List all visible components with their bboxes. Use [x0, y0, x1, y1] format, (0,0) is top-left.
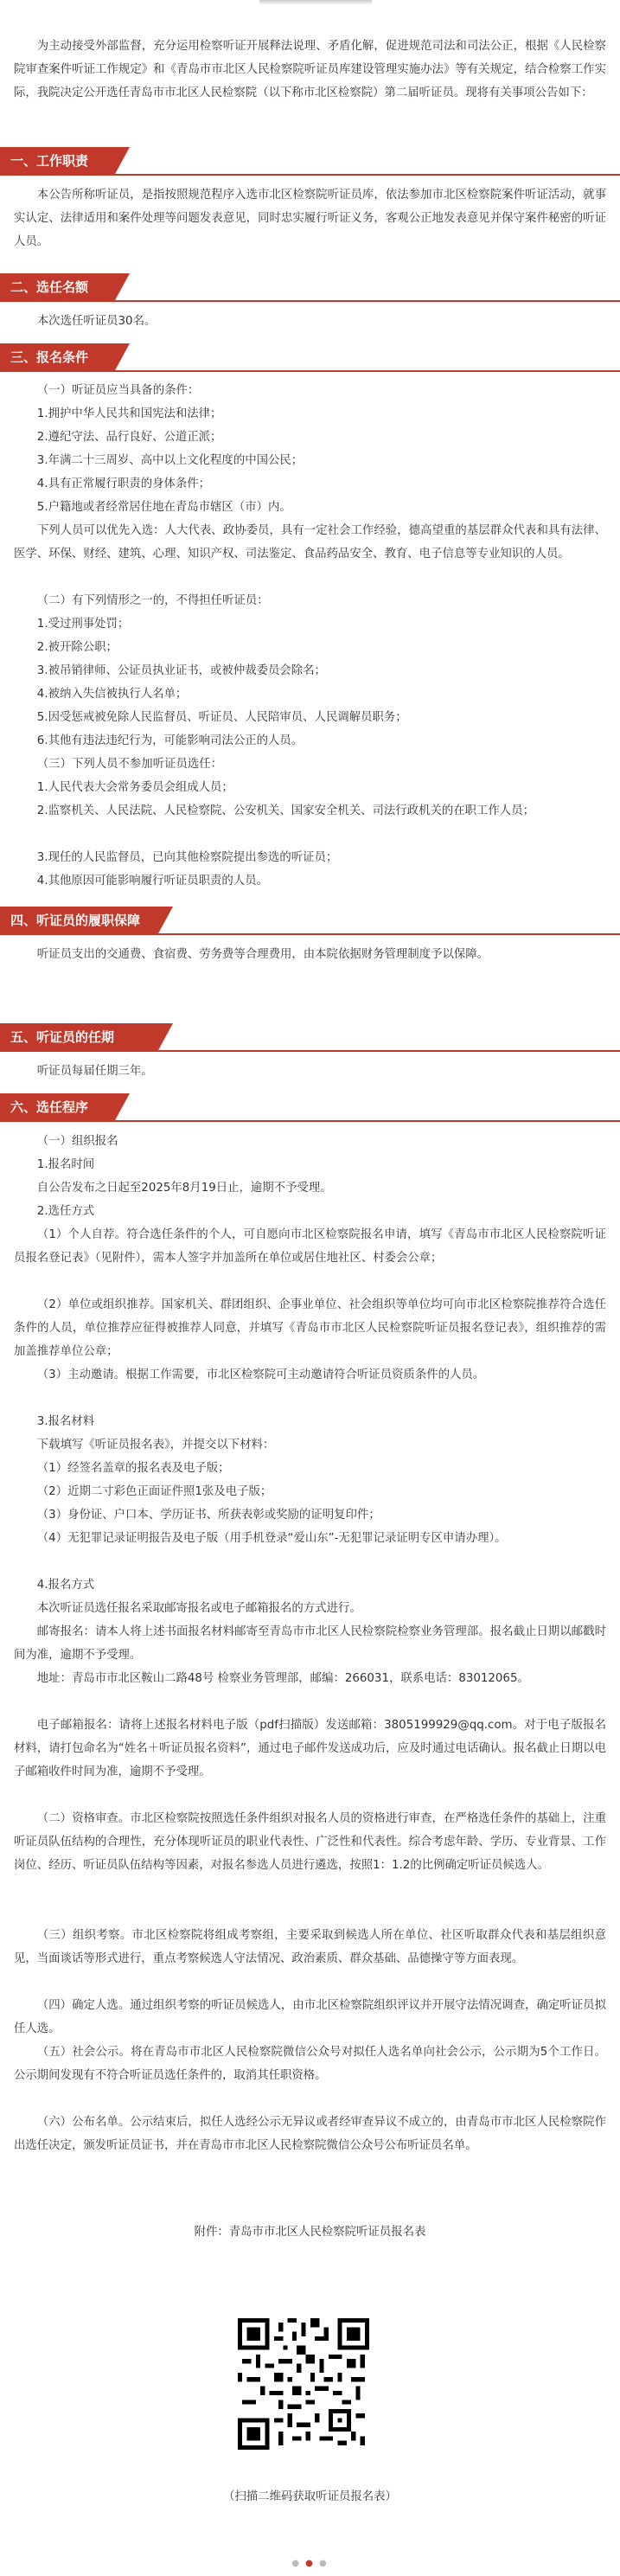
- inspection-paragraph: （三）组织考察。市北区检察院将组成考察组，主要采取到候选人所在单位、社区听取群众代表和基层组织意见，当面谈话等形式进行，重点考察候选人守法情况、政治素质、群众基础、品德操守等方面表现。: [14, 1929, 606, 1965]
- section-title: 四、听证员的履职保障: [10, 913, 141, 928]
- condition-item: 2.遵纪守法、品行良好、公道正派；: [36, 431, 222, 444]
- disqualification-subheading: （二）有下列情形之一的，不得担任听证员：: [36, 594, 269, 607]
- section-title: 三、报名条件: [10, 349, 89, 365]
- exclusion-item: 4.其他原因可能影响履行听证员职责的人员。: [36, 875, 268, 888]
- review-paragraph: （二）资格审查。市北区检察院按照选任条件组织对报名人员的资格进行审查，在严格选任条件的基础上，注重听证员队伍结构的合理性，充分体现听证员的职业代表性、广泛性和代表性。综合考虑年龄、学历、专业背景、工作岗位、经历、听证员队伍结构等因素，对报名参选人员进行遴选，按照1：1.2的比例确定听证员候选人。: [14, 1812, 606, 1872]
- procedure-item: 自公告发布之日起至2025年8月19日止，逾期不予受理。: [36, 1182, 332, 1195]
- conditions-subheading: （一）听证员应当具备的条件：: [36, 384, 200, 397]
- section-title: 五、听证员的任期: [10, 1029, 115, 1045]
- self-recommend-paragraph: （1）个人自荐。符合选任条件的个人，可自愿向市北区检察院报名申请，填写《青岛市市北区人民检察院听证员报名登记表》（见附件），需本人签字并加盖所在单位或居住地社区、村委会公章；: [14, 1228, 606, 1265]
- material-item: （2）近期二寸彩色正面证件照1张及电子版；: [36, 1485, 272, 1498]
- qr-caption: （扫描二维码获取听证员报名表）: [223, 2490, 397, 2504]
- intro-paragraph: 为主动接受外部监督，充分运用检察听证开展释法说理、矛盾化解，促进规范司法和司法公正，根据《人民检察院审查案件听证工作规定》和《青岛市市北区人民检察院听证员库建设管理实施办法》等有关规定，结合检察工作实际，我院决定公开选任青岛市市北区人民检察院（以下称市北区检察院）第二届听证员。现将有关事项公告如下：: [14, 40, 606, 99]
- condition-item: 3.年满二十三周岁、高中以上文化程度的中国公民；: [36, 454, 304, 467]
- procedure-subheading: （一）组织报名: [36, 1135, 118, 1148]
- decision-paragraph: （四）确定人选。通过组织考察的听证员候选人，由市北区检察院组织评议并开展守法情况调查，确定听证员拟任人选。: [14, 1999, 606, 2035]
- publicity-paragraph: （五）社会公示。将在青岛市市北区人民检察院微信公众号对拟任人选名单向社会公示，公示期为5个工作日。公示期间发现有不符合听证员选任条件的，取消其任职资格。: [14, 2046, 606, 2082]
- material-item: （3）身份证、户口本、学历证书、所获表彰或奖励的证明复印件；: [36, 1509, 380, 1522]
- disqualification-item: 5.因受惩戒被免除人民监督员、听证员、人民陪审员、人民调解员职务；: [36, 711, 407, 724]
- procedure-item: 下载填写《听证员报名表》，并提交以下材料：: [36, 1439, 275, 1451]
- section-header-duties: [0, 147, 620, 176]
- priority-paragraph: 下列人员可以优先入选：人大代表、政协委员，具有一定社会工作经验，德高望重的基层群众代表和具有法律、医学、环保、财经、建筑、心理、知识产权、司法鉴定、食品药品安全、教育、电子信息等专业知识的人员。: [14, 524, 606, 561]
- page-indicator: [0, 2559, 620, 2569]
- exclusion-item: 1.人民代表大会常务委员会组成人员；: [36, 781, 233, 794]
- procedure-item: 2.选任方式: [36, 1205, 95, 1218]
- exclusion-subheading: （三）下列人员不参加听证员选任：: [36, 758, 223, 771]
- top-image-edge: [259, 0, 372, 5]
- invite-paragraph: （3）主动邀请。根据工作需要，市北区检察院可主动邀请符合听证员资质条件的人员。: [36, 1368, 485, 1381]
- quota-paragraph: 本次选任听证员30名。: [36, 315, 157, 328]
- section-title: 一、工作职责: [10, 153, 89, 169]
- condition-item: 5.户籍地或者经常居住地在青岛市辖区（市）内。: [36, 501, 291, 514]
- disqualification-item: 3.被吊销律师、公证员执业证书，或被仲裁委员会除名；: [36, 664, 326, 677]
- mail-paragraph: 邮寄报名：请本人将上述书面报名材料邮寄至青岛市市北区人民检察院检察业务管理部。报名截止日期以邮戳时间为准，逾期不予受理。: [14, 1625, 606, 1662]
- section-header-conditions: [0, 343, 620, 372]
- disqualification-item: 2.被开除公职；: [36, 641, 118, 654]
- material-item: （4）无犯罪记录证明报告及电子版（用手机登录“爱山东”-无犯罪记录证明专区申请办理）。: [36, 1532, 507, 1545]
- section-title: 六、选任程序: [10, 1099, 89, 1115]
- section-title: 二、选任名额: [10, 279, 89, 295]
- exclusion-item: 2.监察机关、人民法院、人民检察院、公安机关、国家安全机关、司法行政机关的在职工作人员；: [36, 804, 534, 817]
- term-paragraph: 听证员每届任期三年。: [36, 1065, 153, 1078]
- section-header-term: [0, 1023, 620, 1052]
- disqualification-item: 6.其他有违法违纪行为，可能影响司法公正的人员。: [36, 734, 304, 747]
- procedure-item: 3.报名材料: [36, 1415, 95, 1428]
- disqualification-item: 4.被纳入失信被执行人名单；: [36, 688, 188, 701]
- disqualification-item: 1.受过刑事处罚；: [36, 618, 130, 631]
- email-paragraph: 电子邮箱报名：请将上述报名材料电子版（pdf扫描版）发送邮箱：3805199929@qq.com。对于电子版报名材料，请打包命名为“姓名＋听证员报名资料”，通过电子邮件发送成功后，应及时通过电话确认。报名截止日期以电子邮箱收件时间为准，逾期不予受理。: [14, 1719, 606, 1778]
- procedure-item: 1.报名时间: [36, 1158, 95, 1171]
- page-dot: ●: [319, 2559, 329, 2568]
- procedure-item: 本次听证员选任报名采取邮寄报名或电子邮箱报名的方式进行。: [36, 1602, 361, 1615]
- section-header-guarantee: [0, 907, 620, 935]
- exclusion-item: 3.现任的人民监督员，已向其他检察院提出参选的听证员；: [36, 851, 338, 864]
- material-item: （1）经签名盖章的报名表及电子版；: [36, 1462, 230, 1475]
- procedure-item: 4.报名方式: [36, 1579, 95, 1592]
- address-paragraph: 地址：青岛市市北区鞍山二路48号 检察业务管理部，邮编：266031，联系电话：83012065。: [36, 1672, 529, 1685]
- section-header-quota: [0, 273, 620, 302]
- duties-paragraph: 本公告所称听证员，是指按照规范程序入选市北区检察院听证员库，依法参加市北区检察院案件听证活动，就事实认定、法律适用和案件处理等问题发表意见，同时忠实履行听证义务，客观公正地发表意见并保守案件秘密的听证人员。: [14, 189, 606, 248]
- section-header-procedure: [0, 1093, 620, 1122]
- qr-code[interactable]: [238, 2318, 369, 2450]
- attachment-label: 附件：青岛市市北区人民检察院听证员报名表: [194, 2226, 426, 2239]
- page-dot-active: ●: [305, 2559, 315, 2568]
- condition-item: 4.具有正常履行职责的身体条件；: [36, 477, 211, 490]
- unit-recommend-paragraph: （2）单位或组织推荐。国家机关、群团组织、企事业单位、社会组织等单位均可向市北区检察院推荐符合选任条件的人员，单位推荐应征得被推荐人同意，并填写《青岛市市北区人民检察院听证员报名登记表》，组织推荐的需加盖推荐单位公章；: [14, 1298, 606, 1358]
- guarantee-paragraph: 听证员支出的交通费、食宿费、劳务费等合理费用，由本院依据财务管理制度予以保障。: [36, 948, 489, 961]
- announce-list-paragraph: （六）公布名单。公示结束后，拟任人选经公示无异议或者经审查异议不成立的，由青岛市市北区人民检察院作出选任决定，颁发听证员证书，并在青岛市市北区人民检察院微信公众号公布听证员名单。: [14, 2116, 606, 2152]
- condition-item: 1.拥护中华人民共和国宪法和法律；: [36, 407, 222, 420]
- page-dot: ●: [291, 2559, 301, 2568]
